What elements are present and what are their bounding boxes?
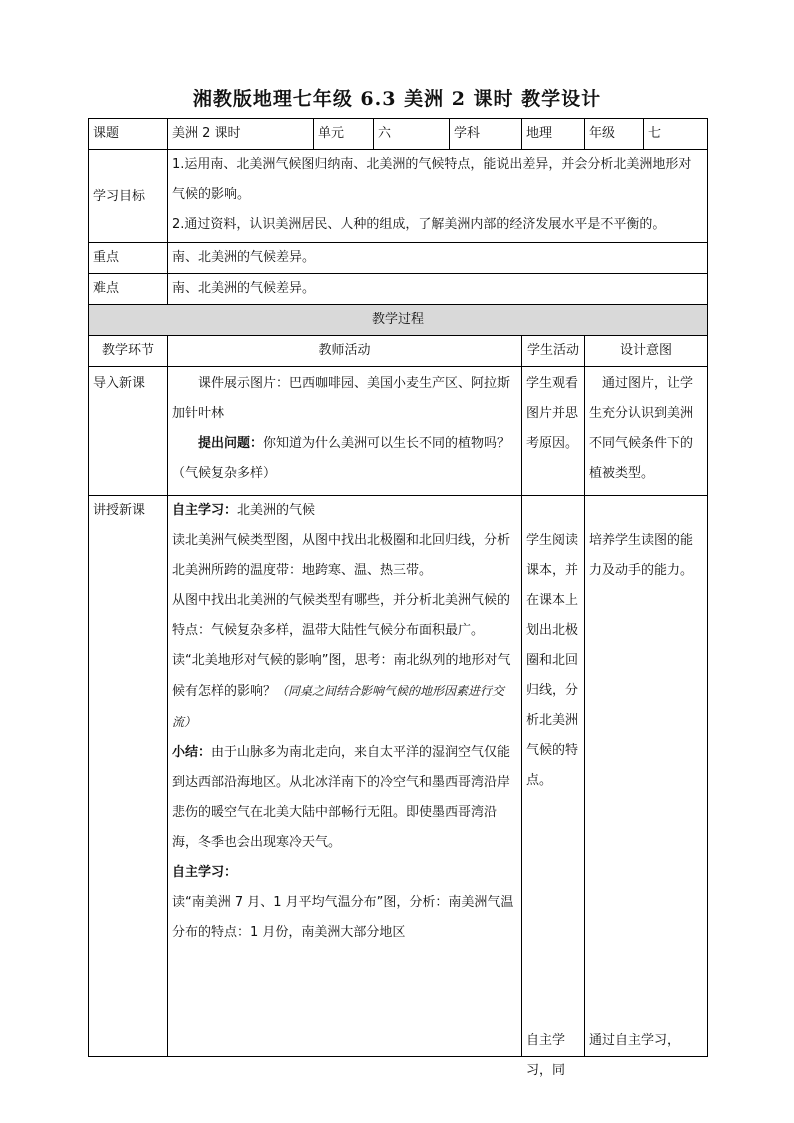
lesson-plan-table xyxy=(88,118,708,1078)
unit-label: 单元 xyxy=(314,119,374,150)
page-title: 湘教版地理七年级 6.3 美洲 2 课时 教学设计 xyxy=(192,88,602,110)
self-study-label: 自主学习： xyxy=(172,503,238,518)
intro-intent: 通过图片，让学生充分认识到美洲不同气候条件下的植被类型。 xyxy=(585,367,708,496)
topic-value: 美洲 2 课时 xyxy=(168,119,314,150)
lecture-paragraph: 读北美洲气候类型图，从图中找出北极圈和北回归线，分析北美洲所跨的温度带：地跨寒、温、热三带。 xyxy=(172,533,511,578)
objective-item: 1.运用南、北美洲气候图归纳南、北美洲的气候特点，能说出差异，并会分析北美洲地形对气候的影响。 xyxy=(172,157,692,202)
key-point-value: 南、北美洲的气候差异。 xyxy=(168,243,708,274)
header-teacher: 教师活动 xyxy=(168,336,522,367)
discussion-note: （同桌之间结合影响气候的地形因素进行交流） xyxy=(172,684,505,729)
subject-value: 地理 xyxy=(522,119,585,150)
lecture-paragraph: 从图中找出北美洲的气候类型有哪些，并分析北美洲气候的特点：气候复杂多样，温带大陆性气候分布面积最广。 xyxy=(172,593,511,638)
intro-student: 学生观看图片并思考原因。 xyxy=(522,367,585,496)
objectives-content xyxy=(168,150,708,243)
header-intent: 设计意图 xyxy=(585,336,708,367)
key-point-row xyxy=(89,243,708,274)
self-study-label-2: 自主学习： xyxy=(172,865,238,880)
intro-row xyxy=(89,367,708,496)
header-student: 学生活动 xyxy=(522,336,585,367)
intro-stage: 导入新课 xyxy=(89,367,168,496)
process-section-row xyxy=(89,305,708,336)
subject-label: 学科 xyxy=(450,119,522,150)
objectives-row xyxy=(89,150,708,243)
lecture-stage: 讲授新课 xyxy=(89,496,168,1057)
intro-teacher xyxy=(168,367,522,496)
intro-teacher-text: 课件展示图片：巴西咖啡园、美国小麦生产区、阿拉斯加针叶林 xyxy=(172,376,511,421)
lecture-paragraph: 读“南美洲 7 月、1 月平均气温分布”图，分析：南美洲气温分布的特点：1 月份，南美洲大部分地区 xyxy=(172,895,514,940)
summary-text: 由于山脉多为南北走向，来自太平洋的湿润空气仅能到达西部沿海地区。从北冰洋南下的冷空气和墨西哥湾沿岸悲伤的暖空气在北美大陆中部畅行无阻。即使墨西哥湾沿海，冬季也会出现寒冷天气。 xyxy=(172,745,511,850)
difficulty-row xyxy=(89,274,708,305)
lecture-row xyxy=(89,496,708,1057)
process-header-row xyxy=(89,336,708,367)
topic-label: 课题 xyxy=(89,119,168,150)
lecture-question: 读“北美地形对气候的影响”图，思考：南北纵列的地形对气候有怎样的影响？ xyxy=(172,653,511,699)
lecture-intent-text-2: 通过自主学习， xyxy=(589,1033,681,1048)
difficulty-value: 南、北美洲的气候差异。 xyxy=(168,274,708,305)
grade-label: 年级 xyxy=(585,119,644,150)
objectives-label: 学习目标 xyxy=(89,150,168,243)
lecture-intent xyxy=(585,496,708,1057)
unit-value: 六 xyxy=(374,119,450,150)
lecture-student-text: 学生阅读课本，并在课本上划出北极圈和北回归线，分析北美洲气候的特点。 xyxy=(526,533,579,788)
header-stage: 教学环节 xyxy=(89,336,168,367)
process-section-title: 教学过程 xyxy=(89,305,708,336)
question-label: 提出问题： xyxy=(198,436,264,451)
question-text: 你知道为什么美洲可以生长不同的植物吗？（气候复杂多样） xyxy=(172,436,511,481)
grade-value: 七 xyxy=(644,119,708,150)
key-point-label: 重点 xyxy=(89,243,168,274)
lecture-student-text-2: 自主学习，同 xyxy=(526,1033,566,1078)
lecture-student xyxy=(522,496,585,1078)
self-study-topic: 北美洲的气候 xyxy=(237,503,316,518)
summary-label: 小结： xyxy=(172,745,212,760)
info-row xyxy=(89,119,708,150)
lecture-teacher xyxy=(168,496,522,1057)
difficulty-label: 难点 xyxy=(89,274,168,305)
lecture-intent-text: 培养学生读图的能力及动手的能力。 xyxy=(589,533,694,578)
objective-item: 2.通过资料，认识美洲居民、人种的组成，了解美洲内部的经济发展水平是不平衡的。 xyxy=(172,217,666,232)
